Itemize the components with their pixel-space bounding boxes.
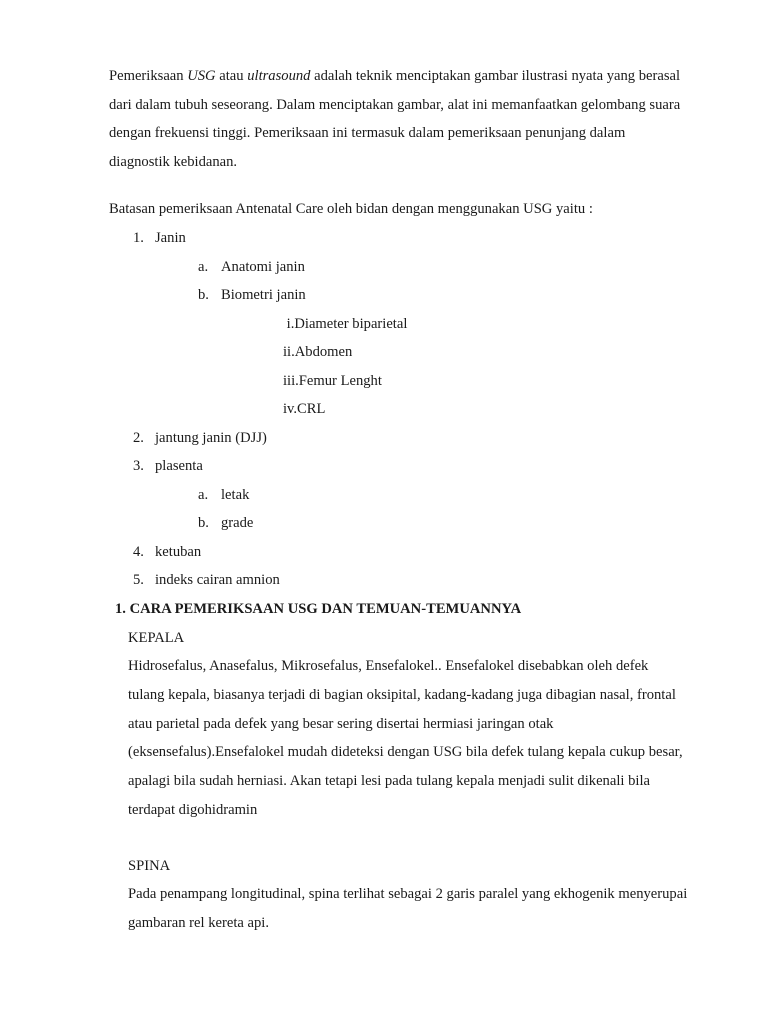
roman-item-femur: iii.Femur Lenght <box>283 373 382 389</box>
paragraph-spina: Pada penampang longitudinal, spina terlihat sebagai 2 garis paralel yang ekhogenik menyerupai gambaran rel kereta api. <box>128 886 688 931</box>
list-number: 5. <box>133 572 144 588</box>
section-heading: 1. CARA PEMERIKSAAN USG DAN TEMUAN-TEMUANNYA <box>115 601 522 617</box>
sublist-letter: b. <box>198 287 209 303</box>
roman-item-abdomen: ii.Abdomen <box>283 344 353 360</box>
list-item-janin: Janin <box>155 230 186 246</box>
sublist-item-anatomi: Anatomi janin <box>221 259 305 275</box>
roman-item-diameter: i.Diameter biparietal <box>283 316 408 332</box>
list-item-amnion: indeks cairan amnion <box>155 572 280 588</box>
list-number: 2. <box>133 430 144 446</box>
sublist-letter: b. <box>198 515 209 531</box>
list-item-plasenta: plasenta <box>155 458 203 474</box>
subsection-title-spina: SPINA <box>128 858 171 874</box>
term-usg: USG <box>187 68 216 84</box>
text-segment: adalah teknik menciptakan gambar ilustrasi nyata yang berasal dari dalam tubuh seseorang. Dalam menciptakan gambar, alat ini memanfaatkan gelombang suara dengan frekuensi tinggi. Pemeriksaan ini termasuk dalam pemeriksaan penunjang dalam diagnostik kebidanan. <box>109 68 681 170</box>
list-item-djj: jantung janin (DJJ) <box>155 430 267 446</box>
list-item-ketuban: ketuban <box>155 544 202 560</box>
list-intro: Batasan pemeriksaan Antenatal Care oleh bidan dengan menggunakan USG yaitu : <box>109 201 593 217</box>
roman-item-crl: iv.CRL <box>283 401 326 417</box>
subsection-title-kepala: KEPALA <box>128 630 185 646</box>
sublist-letter: a. <box>198 259 209 275</box>
list-number: 3. <box>133 458 144 474</box>
sublist-item-letak: letak <box>221 487 250 503</box>
paragraph-kepala: Hidrosefalus, Anasefalus, Mikrosefalus, Ensefalokel.. Ensefalokel disebabkan oleh defek tulang kepala, biasanya terjadi di bagian oksipital, kadang-kadang juga dibagian nasal, frontal atau parietal pada defek yang besar sering disertai hermiasi jaringan otak (eksensefalus).Ensefalokel mudah dideteksi dengan USG bila defek tulang kepala cukup besar, apalagi bila sudah herniasi. Akan tetapi lesi pada tulang kepala menjadi sulit dikenali bila terdapat digohidramin <box>128 658 683 818</box>
sublist-letter: a. <box>198 487 209 503</box>
sublist-item-grade: grade <box>221 515 254 531</box>
term-ultrasound: ultrasound <box>247 68 311 84</box>
sublist-item-biometri: Biometri janin <box>221 287 306 303</box>
text-segment: atau <box>215 68 248 84</box>
text-segment: Pemeriksaan <box>109 68 188 84</box>
paragraph-usg-definition <box>109 62 689 176</box>
list-number: 4. <box>133 544 144 560</box>
list-number: 1. <box>133 230 144 246</box>
